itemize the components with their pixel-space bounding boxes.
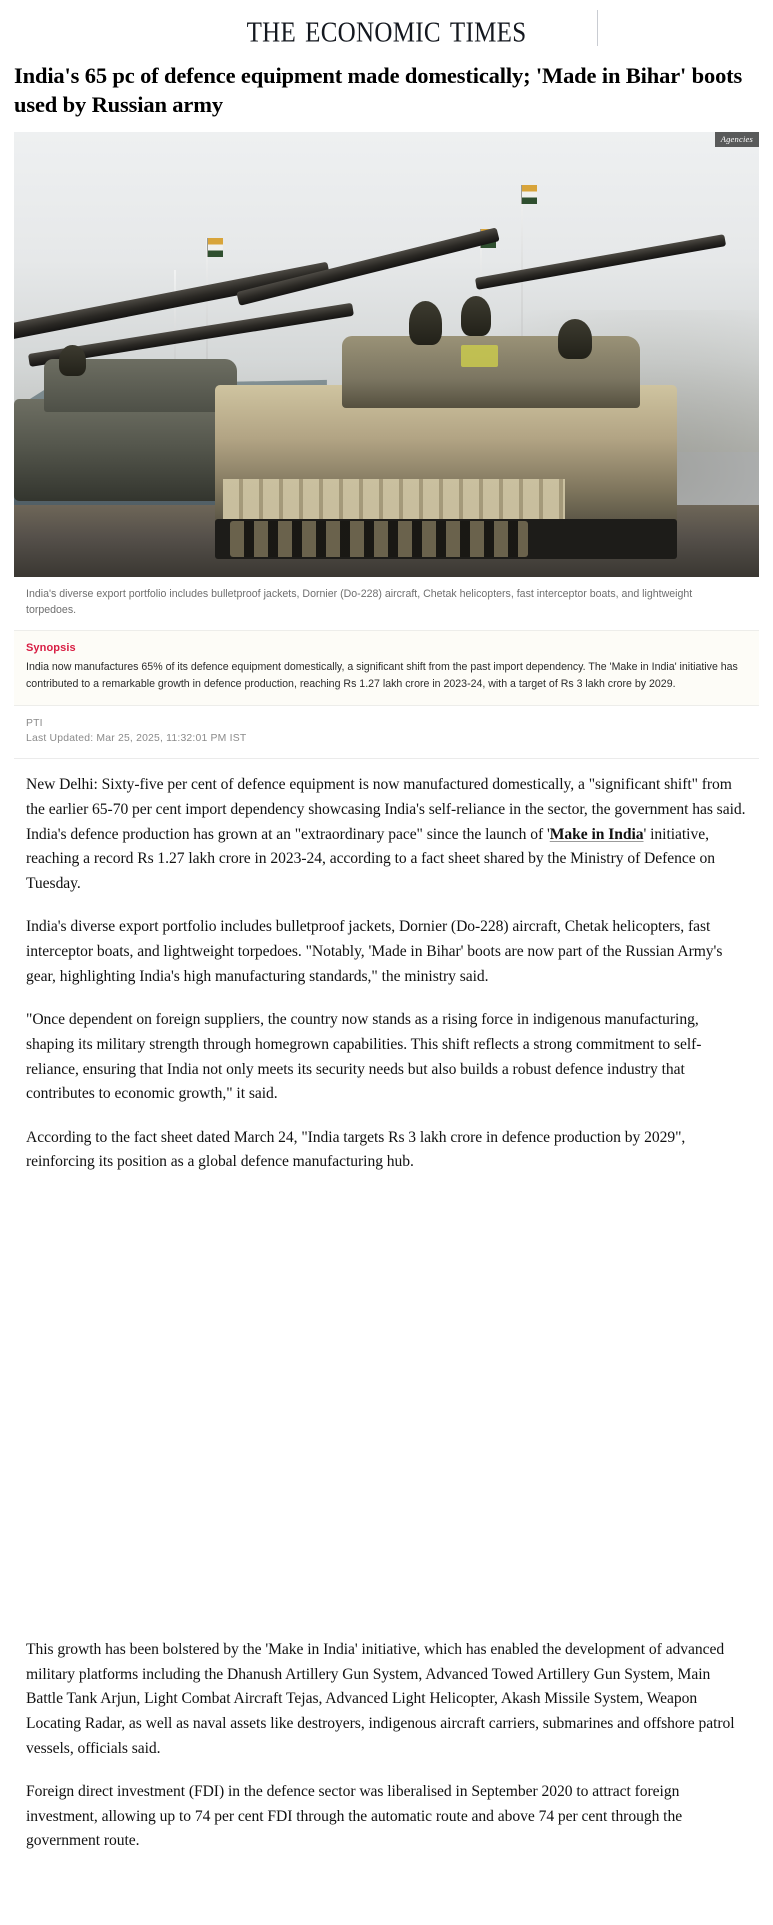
byline-last-updated: Last Updated: Mar 25, 2025, 11:32:01 PM IST	[26, 733, 247, 745]
article-paragraph-2: India's diverse export portfolio includes bulletproof jackets, Dornier (Do-228) aircraft, Chetak helicopters, fast interceptor boats, and lightweight torpedoes. "Notably, 'Made in Bihar' boots are now part of the Russian Army's gear, highlighting India's high manufacturing standards," the ministry said.	[26, 918, 723, 985]
headline-container	[0, 56, 773, 132]
make-in-india-link[interactable]: Make in India	[549, 825, 644, 843]
article-headline: India's 65 pc of defence equipment made domestically; 'Made in Bihar' boots used by Russian army	[14, 63, 743, 117]
hero-illustration	[14, 132, 759, 577]
synopsis-text: India now manufactures 65% of its defence equipment domestically, a significant shift from the past import dependency. The 'Make in India' initiative has contributed to a remarkable growth in defence production, reaching Rs 1.27 lakh crore in 2023-24, with a target of Rs 3 lakh crore by 2029.	[26, 660, 738, 690]
byline-author[interactable]: PTI	[26, 718, 43, 730]
crew-hi-vis-vest	[461, 345, 498, 367]
article-paragraph-6: Foreign direct investment (FDI) in the defence sector was liberalised in September 2020 to attract foreign investment, allowing up to 74 per cent FDI through the automatic route and above 74 per cent through the government route.	[26, 1783, 683, 1850]
crew-member	[558, 319, 592, 359]
flag-icon	[207, 238, 223, 257]
paragraph-1-text-after-link: ' initiative, reaching a record Rs 1.27 lakh crore in 2023-24, according to a fact sheet shared by the Ministry of Defence on Tuesday.	[26, 825, 715, 892]
masthead-divider	[597, 10, 598, 46]
crew-member	[461, 296, 491, 336]
crew-member	[409, 301, 442, 346]
crew-member	[59, 345, 86, 376]
image-credit-badge: Agencies	[715, 132, 759, 148]
article-paragraph-4: According to the fact sheet dated March 24, "India targets Rs 3 lakh crore in defence production by 2029", reinforcing its position as a global defence manufacturing hub.	[26, 1128, 686, 1171]
article-body	[14, 759, 759, 1854]
synopsis-label: Synopsis	[26, 641, 76, 654]
article-paragraph-3: "Once dependent on foreign suppliers, the country now stands as a rising force in indigenous manufacturing, shaping its military strength through homegrown capabilities. This shift reflects a strong commitment to self-reliance, ensuring that India not only meets its security needs but also builds a robust defence industry that contributes to economic growth," it said.	[26, 1011, 702, 1103]
byline-block	[14, 706, 759, 759]
article-paragraph-1	[26, 773, 747, 896]
flag-icon	[521, 185, 537, 204]
article-paragraph-5: This growth has been bolstered by the 'Make in India' initiative, which has enabled the development of advanced military platforms including the Dhanush Artillery Gun System, Advanced Towed Artillery Gun System, Main Battle Tank Arjun, Light Combat Aircraft Tejas, Advanced Light Helicopter, Akash Missile System, Weapon Locating Radar, as well as naval assets like destroyers, indigenous aircraft carriers, submarines and offshore patrol vessels, officials said.	[26, 1641, 735, 1757]
tank-roadwheels	[230, 521, 528, 557]
hero-image-caption: India's diverse export portfolio includes bulletproof jackets, Dornier (Do-228) aircraft, Chetak helicopters, fast interceptor boats, and lightweight torpedoes.	[26, 587, 693, 616]
inline-ad-placeholder	[26, 1194, 747, 1638]
paragraph-1-text-before-link: New Delhi: Sixty-five per cent of defence equipment is now manufactured domestically, a "significant shift" from the earlier 65-70 per cent import dependency showcasing India's self-reliance in the sector, the government has said. India's defence production has grown at an "extraordinary pace" since the launch of '	[26, 776, 746, 843]
site-masthead	[0, 0, 773, 56]
synopsis-box	[14, 630, 759, 706]
hero-image	[14, 132, 759, 577]
economic-times-logo[interactable]: the economic times	[246, 6, 527, 50]
